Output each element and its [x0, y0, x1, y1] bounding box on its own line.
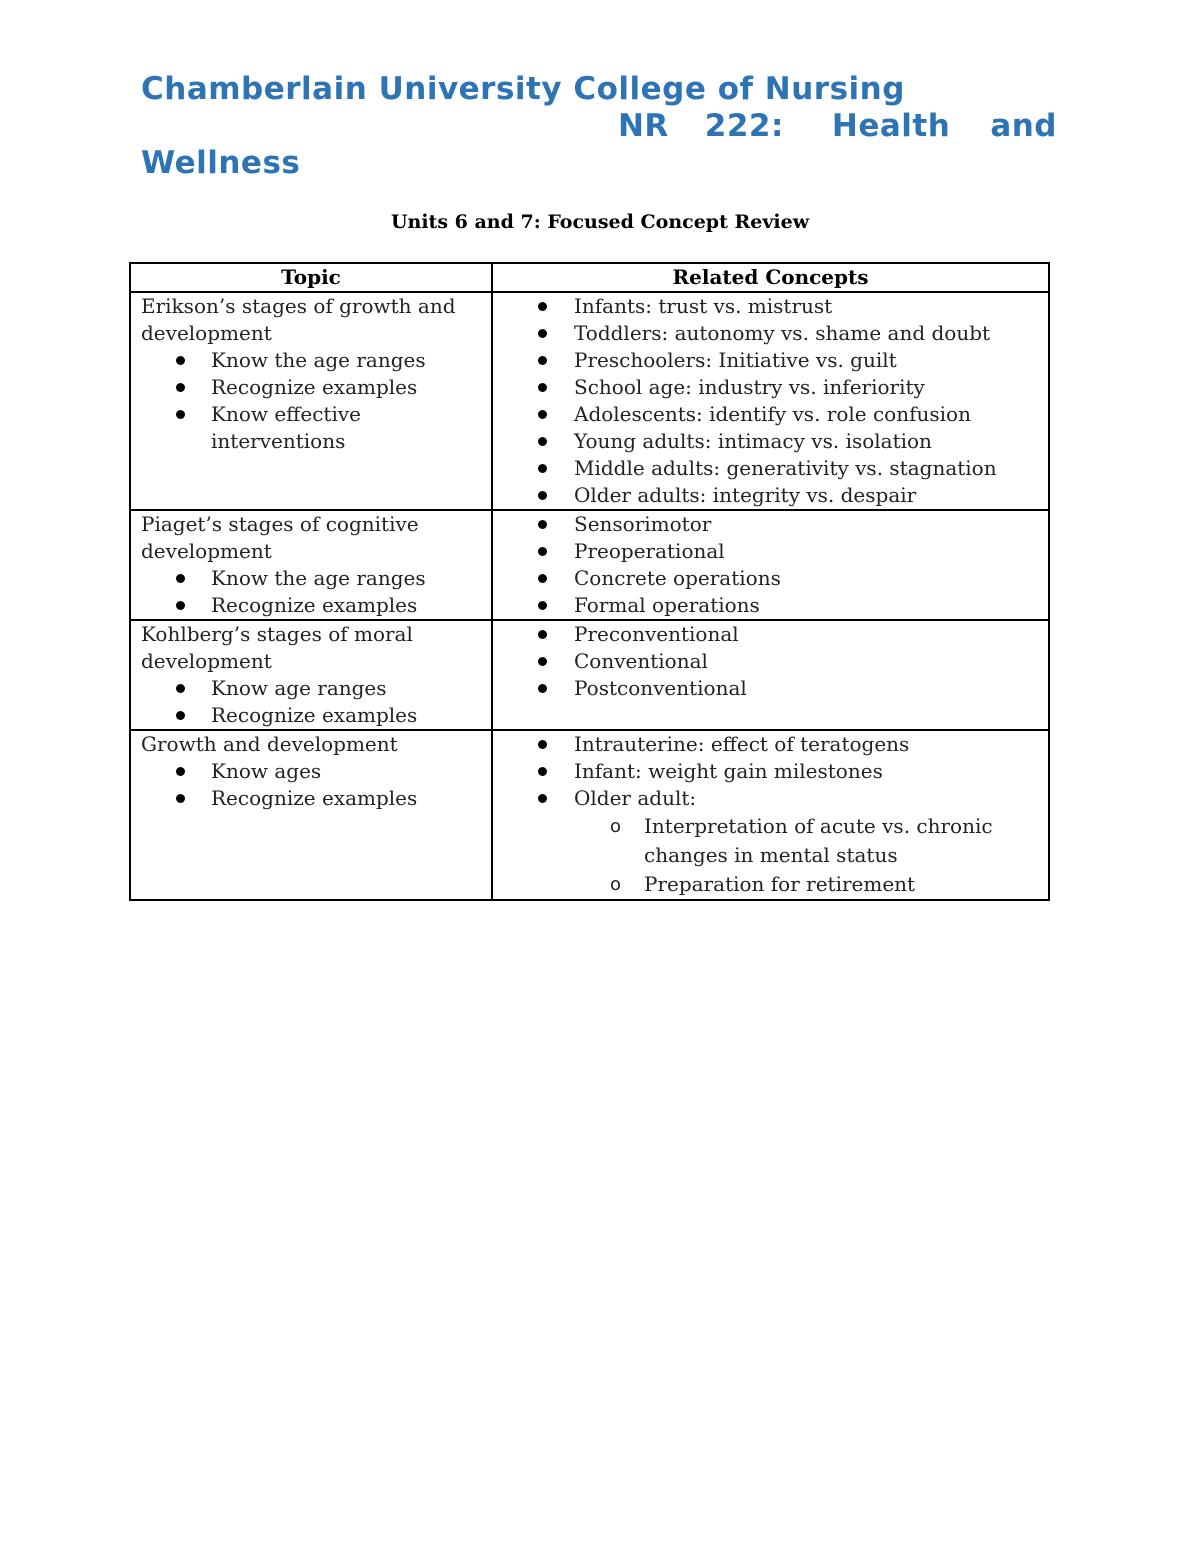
list-item: Older adults: integrity vs. despair	[503, 482, 1038, 509]
topic-bullet-list	[141, 675, 481, 729]
concept-bullet-list	[503, 731, 1038, 812]
list-item: Conventional	[503, 648, 1038, 675]
concepts-cell	[492, 620, 1049, 730]
topic-bullet-list	[141, 758, 481, 812]
topic-title: Kohlberg’s stages of moral development	[141, 622, 413, 673]
concept-sub-list	[574, 812, 1038, 899]
list-item: Sensorimotor	[503, 511, 1038, 538]
list-item: Know age ranges	[141, 675, 481, 702]
list-item: Know the age ranges	[141, 347, 481, 374]
list-item: Formal operations	[503, 592, 1038, 619]
topic-bullet-list	[141, 347, 481, 455]
concept-bullet-list	[503, 511, 1038, 619]
topic-title: Growth and development	[141, 732, 398, 756]
table-row	[130, 510, 1049, 620]
topic-cell	[130, 730, 492, 900]
concept-bullet-list	[503, 293, 1038, 509]
concept-review-table	[129, 262, 1050, 901]
list-item: Intrauterine: effect of teratogens	[503, 731, 1038, 758]
list-item: Postconventional	[503, 675, 1038, 702]
document-title-line-2	[141, 108, 1057, 145]
list-item: Middle adults: generativity vs. stagnation	[503, 455, 1038, 482]
course-name-word: Health	[831, 108, 951, 144]
list-item: o Interpretation of acute vs. chronic changes in mental status	[574, 812, 1038, 870]
concepts-cell	[492, 292, 1049, 510]
list-item: Infants: trust vs. mistrust	[503, 293, 1038, 320]
list-item: Know effective interventions	[141, 401, 481, 455]
document-title-line-3: Wellness	[141, 145, 301, 181]
list-item: Preconventional	[503, 621, 1038, 648]
course-code-word: NR	[617, 108, 669, 144]
topic-bullet-list	[141, 565, 481, 619]
table-row	[130, 730, 1049, 900]
list-item: Know the age ranges	[141, 565, 481, 592]
list-item: Recognize examples	[141, 702, 481, 729]
topic-cell	[130, 510, 492, 620]
list-item: Concrete operations	[503, 565, 1038, 592]
table-row	[130, 620, 1049, 730]
list-item: Know ages	[141, 758, 481, 785]
document-title-line-1: Chamberlain University College of Nursing	[141, 71, 905, 107]
concepts-cell	[492, 510, 1049, 620]
list-item: School age: industry vs. inferiority	[503, 374, 1038, 401]
column-header-related-concepts: Related Concepts	[492, 263, 1049, 292]
concepts-cell	[492, 730, 1049, 900]
topic-cell	[130, 620, 492, 730]
concept-bullet-list	[503, 621, 1038, 702]
list-item: o Preparation for retirement	[574, 870, 1038, 899]
topic-title: Piaget’s stages of cognitive development	[141, 512, 419, 563]
list-item: Older adult:	[503, 785, 1038, 812]
list-item: Adolescents: identify vs. role confusion	[503, 401, 1038, 428]
list-item: Recognize examples	[141, 785, 481, 812]
table-header-row	[130, 263, 1049, 292]
list-item: Toddlers: autonomy vs. shame and doubt	[503, 320, 1038, 347]
list-item: Recognize examples	[141, 592, 481, 619]
column-header-topic: Topic	[130, 263, 492, 292]
course-number-word: 222:	[704, 108, 784, 144]
course-name-word: and	[990, 108, 1057, 144]
topic-cell	[130, 292, 492, 510]
review-subtitle: Units 6 and 7: Focused Concept Review	[390, 211, 810, 233]
list-item: Preschoolers: Initiative vs. guilt	[503, 347, 1038, 374]
list-item: Preoperational	[503, 538, 1038, 565]
list-item: Infant: weight gain milestones	[503, 758, 1038, 785]
table-row	[130, 292, 1049, 510]
list-item: Recognize examples	[141, 374, 481, 401]
list-item: Young adults: intimacy vs. isolation	[503, 428, 1038, 455]
topic-title: Erikson’s stages of growth and development	[141, 294, 456, 345]
